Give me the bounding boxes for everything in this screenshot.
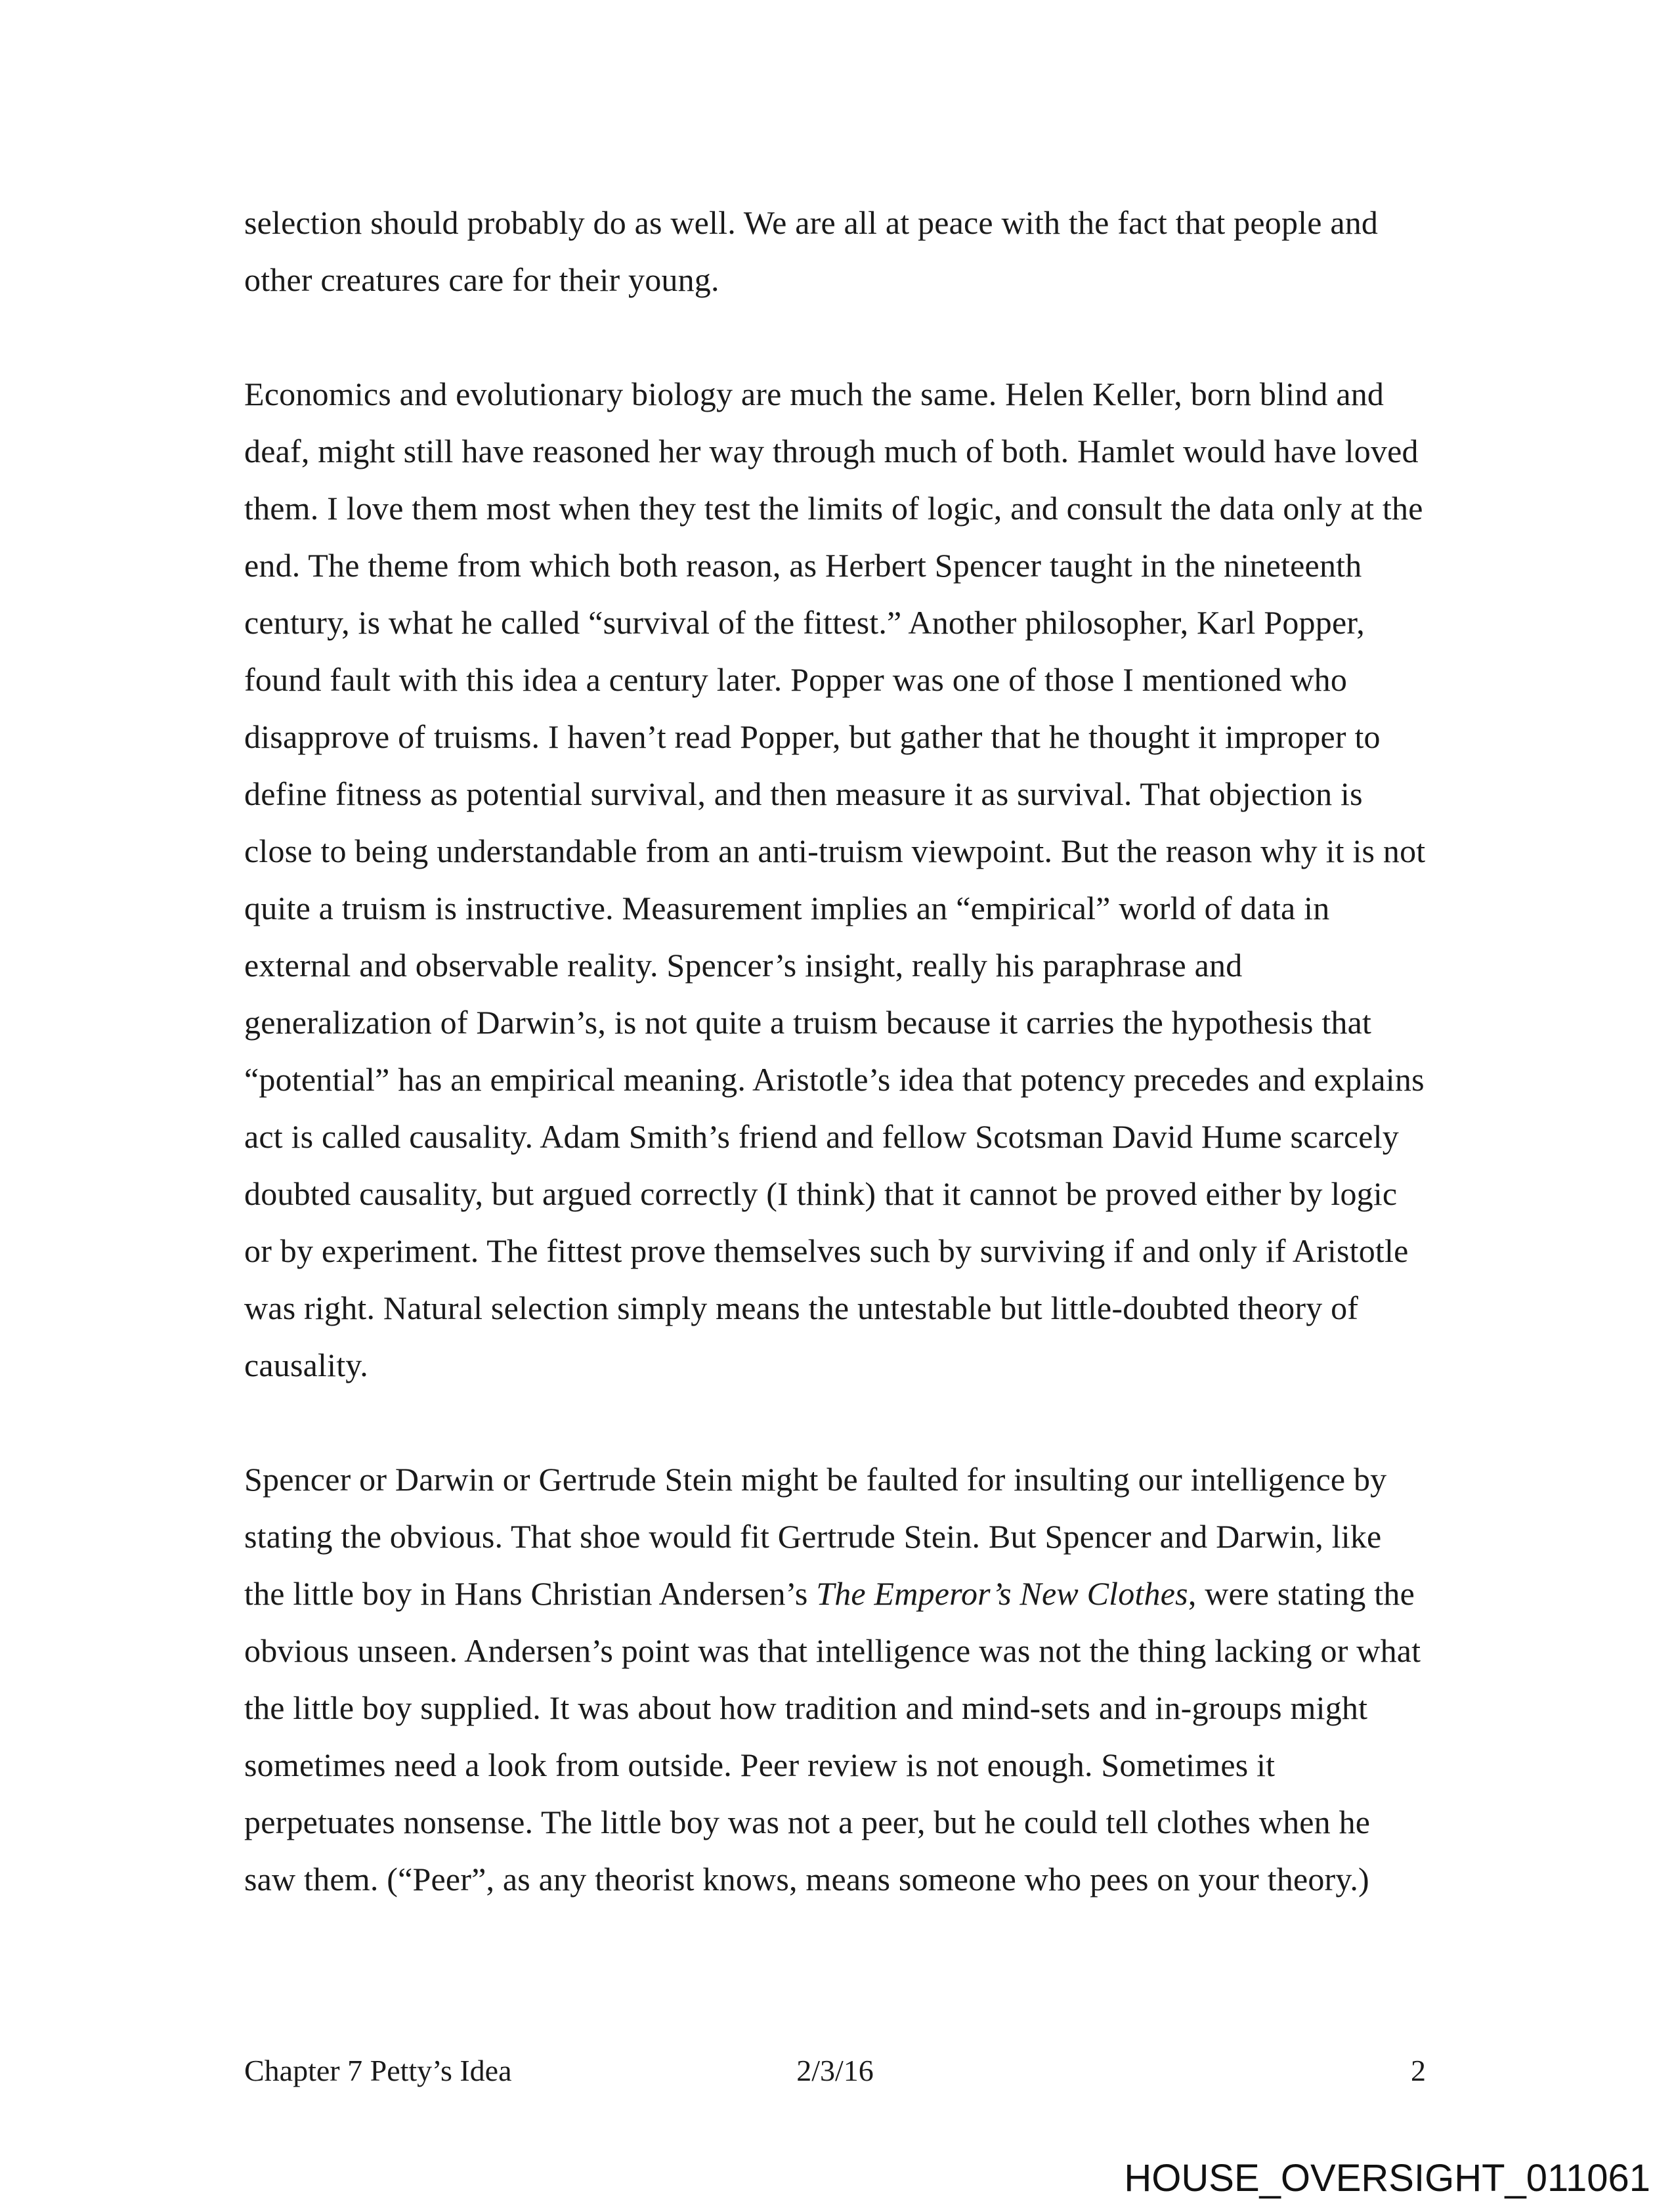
paragraph-3 [244,1451,1426,1908]
paragraph-3-text-after-title: , were stating the obvious unseen. Andersen’s point was that intelligence was not the thing lacking or what the little boy supplied. It was about how tradition and mind-sets and in-groups might sometimes need a look from outside. Peer review is not enough. Sometimes it perpetuates nonsense. The little boy was not a peer, but he could tell clothes when he saw them. (“Peer”, as any theorist knows, means someone who pees on your theory.) [244,1575,1421,1898]
page-footer [244,2052,1426,2089]
paragraph-2 [244,366,1426,1394]
bates-stamp: HOUSE_OVERSIGHT_011061 [1124,2157,1650,2200]
footer-date: 2/3/16 [796,2054,874,2087]
paragraph-1-text: selection should probably do as well. We are all at peace with the fact that people and other creatures care for their young. [244,204,1379,298]
book-title-italic: The Emperor’s New Clothes [816,1575,1188,1612]
paragraph-1 [244,194,1426,309]
paragraph-3-text-before-title: Spencer or Darwin or Gertrude Stein might be faulted for insulting our intelligence by stating the obvious. That shoe would fit Gertrude Stein. But Spencer and Darwin, like the little boy in Hans Christian Andersen’s [244,1461,1387,1612]
paragraph-2-text: Economics and evolutionary biology are much the same. Helen Keller, born blind and deaf, might still have reasoned her way through much of both. Hamlet would have loved them. I love them most when they test the limits of logic, and consult the data only at the end. The theme from which both reason, as Herbert Spencer taught in the nineteenth century, is what he called “survival of the fittest.” Another philosopher, Karl Popper, found fault with this idea a century later. Popper was one of those I mentioned who disapprove of truisms. I haven’t read Popper, but gather that he thought it improper to define fitness as potential survival, and then measure it as survival. That objection is close to being understandable from an anti-truism viewpoint. But the reason why it is not quite a truism is instructive. Measurement implies an “empirical” world of data in external and observable reality. Spencer’s insight, really his paraphrase and generalization of Darwin’s, is not quite a truism because it carries the hypothesis that “potential” has an empirical meaning. Aristotle’s idea that potency precedes and explains act is called causality. Adam Smith’s friend and fellow Scotsman David Hume scarcely doubted causality, but argued correctly (I think) that it cannot be proved either by logic or by experiment. The fittest prove themselves such by surviving if and only if Aristotle was right. Natural selection simply means the untestable but little-doubted theory of causality. [244,376,1426,1383]
page-body-text [244,194,1426,1908]
footer-chapter-title: Chapter 7 Petty’s Idea [244,2054,512,2087]
footer-page-number: 2 [1411,2054,1426,2087]
